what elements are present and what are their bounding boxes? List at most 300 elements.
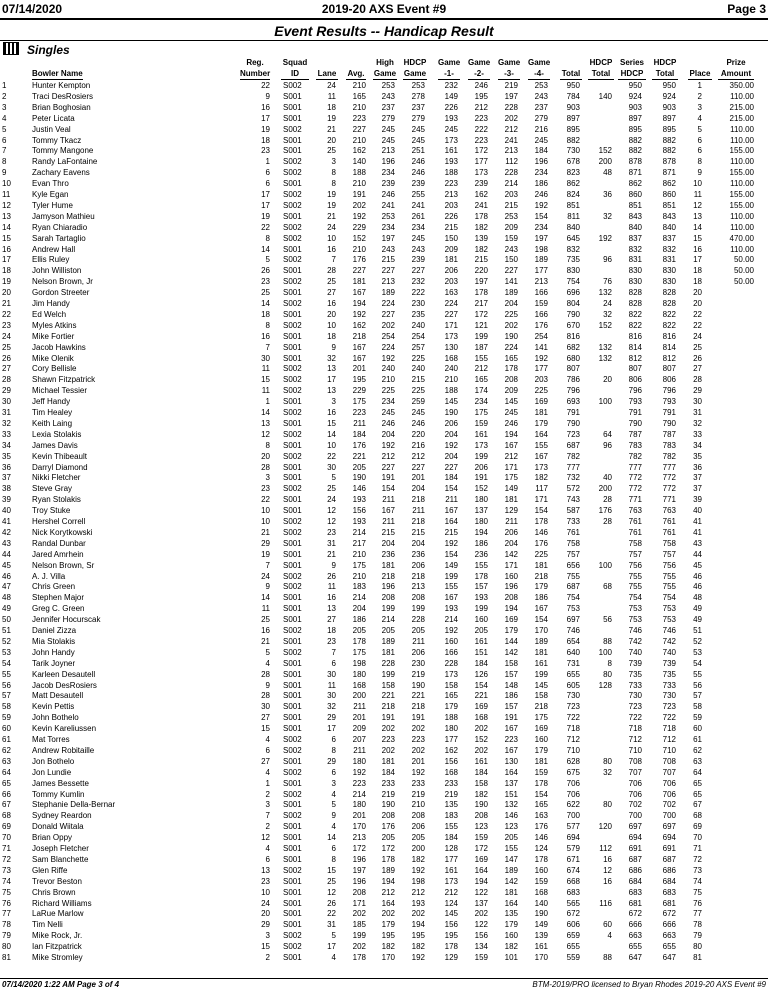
cell-high-game: 178 [381,854,395,864]
cell-lane: 15 [327,865,336,875]
cell-game-1: 124 [444,898,458,908]
cell-game-4: 181 [534,756,548,766]
cell-series-hdcp: 697 [628,822,642,832]
cell-hdcp-series-total: 706 [662,789,676,799]
cell-reg-number: 27 [261,713,270,723]
cell-place: 52 [693,636,702,646]
cell-high-game: 234 [381,397,395,407]
cell-series-hdcp: 790 [628,418,642,428]
cell-hdcp-series-total: 814 [662,342,676,352]
cell-game-2: 172 [474,844,488,853]
cell-hdcp-game: 192 [411,865,425,875]
cell-squad-id: S001 [283,724,302,734]
cell-game-2: 194 [474,527,488,537]
cell-avg: 202 [352,942,366,952]
cell-place: 65 [693,789,702,799]
cell-series-hdcp: 796 [628,386,642,396]
cell-game-4: 167 [534,604,548,614]
table-row [0,767,768,778]
table-row [0,145,768,156]
cell-series-hdcp: 755 [628,571,642,581]
cell-hdcp-total: 80 [603,756,612,766]
cell-avg: 210 [352,244,366,254]
cell-lane: 23 [327,636,336,646]
cell-game-2: 174 [474,386,488,396]
cell-series-hdcp: 771 [628,495,642,505]
cell-game-2: 178 [474,288,488,298]
cell-game-1: 211 [445,495,458,505]
cell-squad-id: S001 [283,898,302,908]
cell-hdcp-series-total: 822 [662,320,676,330]
cell-hdcp-series-total: 730 [662,691,676,701]
cell-high-game: 218 [381,702,395,712]
cell-place: 59 [693,713,702,723]
cell-rank: 68 [2,811,11,821]
cell-bowler-name: Tommy Kumlin [32,789,85,799]
cell-game-4: 198 [534,244,548,254]
cell-total: 706 [566,789,580,799]
cell-high-game: 191 [381,473,395,483]
cell-game-3: 165 [504,353,518,363]
cell-squad-id: S001 [283,211,302,221]
table-row [0,385,768,396]
cell-game-3: 213 [504,146,518,156]
cell-game-3: 164 [504,767,518,777]
cell-series-hdcp: 735 [628,669,642,679]
cell-total: 754 [566,593,580,603]
cell-squad-id: S001 [283,604,302,614]
cell-bowler-name: Tommy Tkacz [32,135,82,145]
cell-squad-id: S002 [283,931,302,941]
table-row [0,211,768,222]
cell-place: 81 [693,953,702,962]
cell-bowler-name: Mike Rock, Jr. [32,931,83,941]
cell-series-hdcp: 686 [628,865,642,875]
cell-game-2: 199 [474,451,488,461]
table-row [0,701,768,712]
cell-game-1: 209 [444,244,458,254]
col-hdcp-total-2: Total [588,69,614,80]
cell-high-game: 227 [381,462,395,472]
table-row [0,821,768,832]
cell-place: 80 [693,942,702,952]
cell-high-game: 195 [381,931,395,941]
cell-lane: 26 [327,898,336,908]
cell-squad-id: S001 [283,822,302,832]
cell-lane: 12 [327,506,336,516]
cell-prize: 110.00 [730,157,754,167]
cell-total: 700 [566,811,580,821]
table-row [0,876,768,887]
cell-bowler-name: Tim Nelli [32,920,63,930]
cell-total: 790 [566,418,580,428]
cell-game-4: 141 [534,342,548,352]
cell-place: 18 [693,277,702,287]
table-row [0,887,768,898]
cell-bowler-name: Chris Green [32,582,76,592]
cell-bowler-name: Traci DesRosiers [32,91,94,101]
cell-place: 58 [693,702,702,712]
cell-lane: 11 [327,582,336,592]
cell-game-3: 175 [504,473,518,483]
cell-reg-number: 3 [265,800,270,810]
cell-reg-number: 22 [261,495,270,505]
cell-high-game: 199 [381,669,395,679]
cell-series-hdcp: 828 [628,288,642,298]
report-header-bar [0,0,768,20]
cell-hdcp-game: 199 [411,604,425,614]
cell-bowler-name: Andrew Hall [32,244,76,254]
cell-rank: 72 [2,854,11,864]
cell-reg-number: 20 [261,451,270,461]
cell-rank: 70 [2,833,11,843]
cell-avg: 192 [352,309,366,319]
cell-total: 577 [566,822,580,832]
cell-game-3: 209 [504,222,518,232]
cell-game-4: 243 [534,91,548,101]
cell-hdcp-game: 202 [411,745,425,755]
cell-avg: 176 [352,255,366,265]
cell-bowler-name: Daniel Zizza [32,626,77,635]
cell-reg-number: 23 [261,484,270,494]
cell-game-2: 155 [474,560,488,570]
cell-game-2: 161 [474,756,488,766]
cell-reg-number: 28 [261,669,270,679]
cell-place: 31 [693,408,702,417]
cell-bowler-name: Chris Brown [32,887,76,897]
cell-squad-id: S002 [283,320,302,330]
cell-place: 41 [693,527,702,537]
cell-hdcp-series-total: 666 [662,920,676,930]
cell-reg-number: 6 [265,168,270,178]
cell-squad-id: S001 [283,91,302,101]
cell-rank: 14 [2,222,11,232]
cell-total: 732 [566,473,580,483]
cell-hdcp-game: 245 [411,233,425,243]
cell-game-3: 142 [504,876,518,886]
cell-hdcp-game: 245 [411,408,425,417]
cell-game-3: 189 [504,288,518,298]
cell-hdcp-game: 198 [411,876,425,886]
cell-hdcp-game: 237 [411,102,425,112]
cell-game-1: 145 [444,397,458,407]
cell-lane: 20 [327,135,336,145]
cell-game-4: 181 [534,647,548,657]
cell-squad-id: S001 [283,331,302,341]
cell-total: 753 [566,604,580,614]
cell-hdcp-series-total: 756 [662,560,676,570]
cell-series-hdcp: 694 [628,833,642,843]
cell-game-3: 160 [504,931,518,941]
cell-game-3: 186 [504,691,518,701]
table-row [0,571,768,582]
cell-place: 75 [693,887,702,897]
cell-game-2: 126 [474,669,488,679]
cell-place: 27 [693,364,702,374]
cell-hdcp-series-total: 903 [662,102,676,112]
cell-lane: 13 [327,364,336,374]
cell-place: 79 [693,931,702,941]
cell-squad-id: S002 [283,386,302,396]
cell-series-hdcp: 683 [628,887,642,897]
table-row [0,200,768,211]
cell-rank: 15 [2,233,11,243]
cell-total: 784 [566,91,580,101]
col-game3-2: -3- [498,69,520,80]
cell-avg: 202 [352,909,366,919]
cell-hdcp-series-total: 700 [662,811,676,821]
cell-game-1: 232 [444,81,458,90]
cell-lane: 9 [331,342,336,352]
cell-hdcp-series-total: 860 [662,190,676,199]
cell-reg-number: 8 [265,320,270,330]
cell-hdcp-game: 205 [411,833,425,843]
cell-total: 680 [566,353,580,363]
cell-game-3: 146 [504,811,518,821]
cell-game-1: 164 [444,517,458,526]
cell-game-1: 203 [444,200,458,210]
cell-bowler-name: Matt Desautell [32,691,84,701]
cell-game-2: 152 [474,735,488,744]
cell-game-3: 179 [504,626,518,635]
cell-reg-number: 9 [265,91,270,101]
cell-total: 723 [566,702,580,712]
cell-bowler-name: Sarah Tartaglio [32,233,86,243]
cell-hdcp-series-total: 758 [662,538,676,548]
cell-game-4: 173 [534,462,548,472]
cell-avg: 201 [352,364,366,374]
cell-reg-number: 1 [265,397,270,407]
cell-reg-number: 6 [265,854,270,864]
cell-game-4: 192 [534,200,548,210]
cell-game-1: 226 [444,102,458,112]
cell-reg-number: 5 [265,255,270,265]
cell-game-4: 160 [534,865,548,875]
cell-high-game: 181 [381,647,395,657]
cell-game-3: 212 [504,451,518,461]
cell-game-1: 163 [444,288,458,298]
cell-high-game: 240 [381,364,395,374]
cell-game-1: 161 [444,865,458,875]
cell-rank: 10 [2,179,11,189]
cell-lane: 19 [327,190,336,199]
cell-series-hdcp: 700 [628,811,642,821]
cell-bowler-name: Mike Fortier [32,331,75,341]
cell-bowler-name: Tommy Mangone [32,146,94,156]
cell-high-game: 214 [381,615,395,625]
cell-hdcp-game: 218 [411,702,425,712]
cell-avg: 213 [352,833,366,843]
cell-avg: 211 [353,418,366,428]
cell-squad-id: S002 [283,626,302,635]
cell-game-2: 205 [474,626,488,635]
cell-game-3: 101 [504,953,518,962]
cell-hdcp-game: 208 [411,811,425,821]
cell-squad-id: S001 [283,102,302,112]
cell-hdcp-game: 201 [411,473,425,483]
cell-high-game: 213 [381,146,395,156]
cell-reg-number: 7 [265,811,270,821]
cell-series-hdcp: 851 [628,200,642,210]
cell-game-2: 221 [474,691,488,701]
cell-hdcp-game: 202 [411,724,425,734]
cell-high-game: 202 [381,724,395,734]
cell-total: 722 [566,713,580,723]
cell-rank: 39 [2,495,11,505]
cell-game-2: 222 [474,124,488,134]
table-row [0,952,768,963]
cell-game-1: 206 [444,266,458,276]
cell-high-game: 234 [381,222,395,232]
cell-game-2: 122 [474,920,488,930]
cell-lane: 26 [327,571,336,581]
cell-rank: 76 [2,898,11,908]
cell-squad-id: S001 [283,833,302,843]
cell-series-hdcp: 740 [628,647,642,657]
cell-avg: 217 [352,538,366,548]
table-row [0,549,768,560]
cell-total: 782 [566,451,580,461]
cell-avg: 181 [352,277,366,287]
cell-series-hdcp: 895 [628,124,642,134]
cell-bowler-name: Richard Williams [32,898,92,908]
cell-place: 78 [693,920,702,930]
cell-game-1: 233 [444,778,458,788]
cell-game-1: 150 [444,233,458,243]
cell-place: 35 [693,451,702,461]
cell-hdcp-total: 100 [598,560,612,570]
cell-game-4: 167 [534,451,548,461]
cell-hdcp-series-total: 793 [662,397,676,407]
cell-avg: 176 [352,440,366,450]
cell-series-hdcp: 843 [628,211,642,221]
cell-hdcp-game: 204 [411,538,425,548]
cell-game-1: 166 [444,647,458,657]
cell-rank: 60 [2,724,11,734]
table-row [0,789,768,800]
cell-series-hdcp: 783 [628,440,642,450]
cell-rank: 47 [2,582,11,592]
cell-game-2: 156 [474,931,488,941]
cell-hdcp-game: 212 [411,451,425,461]
table-row [0,614,768,625]
cell-avg: 186 [352,615,366,625]
cell-reg-number: 16 [261,102,270,112]
cell-rank: 53 [2,647,11,657]
cell-total: 882 [566,135,580,145]
table-row [0,723,768,734]
cell-squad-id: S002 [283,168,302,178]
cell-lane: 8 [331,745,336,755]
cell-rank: 38 [2,484,11,494]
cell-reg-number: 23 [261,146,270,156]
cell-hdcp-series-total: 787 [662,429,676,439]
col-hdcp-series-total-1: HDCP [653,58,677,67]
cell-game-4: 181 [534,560,548,570]
cell-total: 565 [566,898,580,908]
cell-total: 696 [566,288,580,298]
cell-prize: 110.00 [730,124,754,134]
cell-hdcp-series-total: 672 [662,909,676,919]
cell-place: 3 [697,102,702,112]
cell-series-hdcp: 830 [628,277,642,287]
cell-rank: 41 [2,517,11,526]
cell-bowler-name: Darryl Diamond [32,462,88,472]
cell-series-hdcp: 837 [628,233,642,243]
cell-bowler-name: Jacob Hawkins [32,342,86,352]
cell-game-1: 192 [444,538,458,548]
cell-game-4: 154 [534,615,548,625]
cell-game-1: 215 [444,527,458,537]
cell-reg-number: 22 [261,222,270,232]
cell-rank: 8 [2,157,7,167]
cell-game-1: 224 [444,299,458,308]
cell-game-3: 208 [504,375,518,385]
cell-bowler-name: Donald Wiitala [32,822,84,832]
col-game4-2: -4- [528,69,550,80]
cell-hdcp-series-total: 647 [662,953,676,962]
table-row [0,658,768,669]
cell-game-3: 164 [504,898,518,908]
cell-series-hdcp: 761 [628,527,642,537]
cell-squad-id: S001 [283,288,302,298]
cell-series-hdcp: 753 [628,604,642,614]
cell-hdcp-series-total: 816 [662,331,676,341]
cell-avg: 180 [352,756,366,766]
cell-hdcp-game: 219 [411,669,425,679]
cell-game-2: 212 [474,364,488,374]
cell-series-hdcp: 816 [628,331,642,341]
col-high-2: Game [373,69,397,78]
cell-game-1: 135 [444,800,458,810]
cell-bowler-name: Jacob DesRosiers [32,680,97,690]
cell-game-2: 154 [474,680,488,690]
cell-avg: 210 [352,102,366,112]
cell-game-3: 130 [504,756,518,766]
cell-game-4: 279 [534,113,548,123]
cell-squad-id: S001 [283,658,302,668]
cell-hdcp-series-total: 790 [662,418,676,428]
cell-reg-number: 28 [261,462,270,472]
cell-total: 674 [566,865,580,875]
cell-prize: 155.00 [729,190,754,199]
cell-lane: 8 [331,179,336,189]
cell-series-hdcp: 840 [628,222,642,232]
cell-hdcp-total: 20 [603,375,612,385]
cell-avg: 184 [352,429,366,439]
table-row [0,865,768,876]
page-title: Event Results -- Handicap Result [274,23,494,39]
cell-bowler-name: Tim Healey [32,408,73,417]
cell-place: 13 [693,211,702,221]
cell-game-3: 205 [504,833,518,843]
cell-game-3: 150 [504,255,518,265]
cell-bowler-name: Peter Licata [32,113,75,123]
cell-squad-id: S001 [283,909,302,919]
cell-hdcp-total: 16 [603,854,612,864]
cell-rank: 25 [2,342,11,352]
cell-series-hdcp: 903 [628,102,642,112]
cell-place: 26 [693,353,702,363]
cell-series-hdcp: 666 [628,920,642,930]
cell-total: 706 [566,778,580,788]
cell-reg-number: 24 [261,898,270,908]
cell-reg-number: 11 [261,386,270,396]
cell-avg: 168 [352,680,366,690]
table-row [0,462,768,473]
cell-hdcp-series-total: 733 [662,680,676,690]
cell-hdcp-series-total: 702 [662,800,676,810]
